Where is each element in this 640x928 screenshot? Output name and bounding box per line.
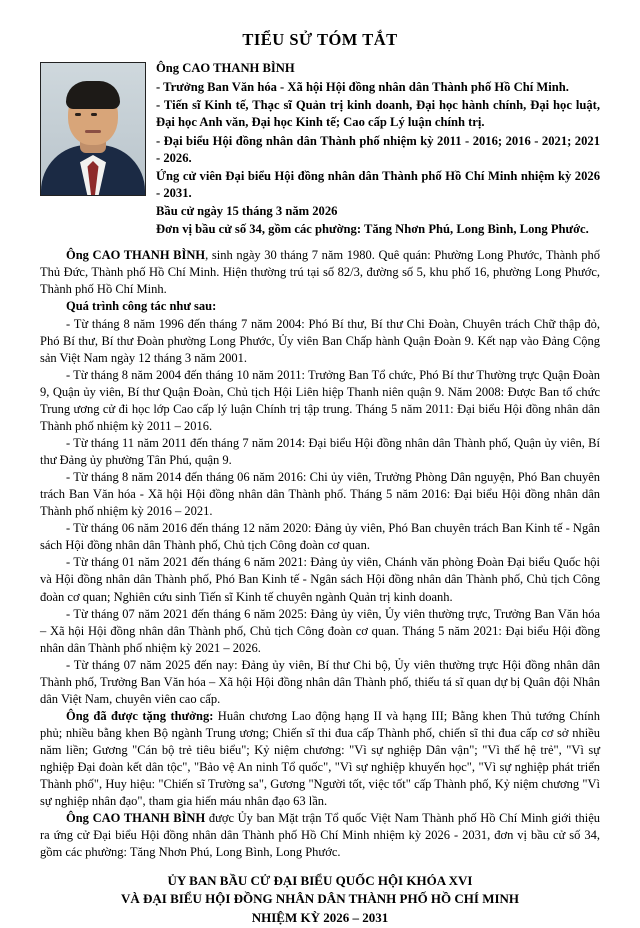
- candidate-portrait: [40, 62, 146, 196]
- biography-body: [40, 247, 600, 861]
- paragraph-text: - Từ tháng 8 năm 1996 đến tháng 7 năm 2004: Phó Bí thư, Bí thư Chi Đoàn, Chuyên trách Chữ thập đỏ, Phó Bí thư, Bí thư Đoàn phường Long Phước, Ủy viên Ban Chấp hành Quận Đoàn 9. Kết nạp vào Đảng Cộng sản Việt Nam ngày 12 tháng 3 năm 2001.: [40, 317, 600, 365]
- paragraph-text: , sinh ngày 30 tháng 7 năm 1980. Quê quán: Phường Long Phước, Thành phố Thủ Đức, Thành phố Hồ Chí Minh. Hiện thường trú tại số 82/3, đường số 5, khu phố 16, phường Long Phước, Thành phố Hồ Chí Minh.: [40, 248, 600, 296]
- paragraph-career-2014: [40, 469, 600, 520]
- paragraph-career-2021b: [40, 606, 600, 657]
- header-line-candidacy: Ứng cử viên Đại biểu Hội đồng nhân dân Thành phố Hồ Chí Minh nhiệm kỳ 2026 - 2031.: [156, 168, 600, 202]
- paragraph-career-2004: [40, 367, 600, 435]
- candidate-name: Ông CAO THANH BÌNH: [156, 60, 600, 77]
- paragraph-birth: [40, 247, 600, 298]
- paragraph-career-2016: [40, 520, 600, 554]
- header-block: [40, 60, 600, 239]
- header-line-education: - Tiến sĩ Kinh tế, Thạc sĩ Quản trị kinh doanh, Đại học hành chính, Đại học luật, Đại học Anh văn, Đại học Kinh tế; Cao cấp Lý luận chính trị.: [156, 97, 600, 131]
- portrait-eye-right: [91, 113, 97, 116]
- paragraph-lead: Ông CAO THANH BÌNH: [66, 248, 205, 262]
- paragraph-awards: [40, 708, 600, 810]
- header-line-position: - Trưởng Ban Văn hóa - Xã hội Hội đồng nhân dân Thành phố Hồ Chí Minh.: [156, 79, 600, 96]
- portrait-mouth: [85, 130, 101, 133]
- paragraph-lead: Ông CAO THANH BÌNH: [66, 811, 205, 825]
- paragraph-text: Huân chương Lao động hạng II và hạng III; Bằng khen Thủ tướng Chính phủ; nhiều bằng khen Bộ ngành Trung ương; Chiến sĩ thi đua cấp Thành phố, chiến sĩ thi đua cấp cơ sở nhiều năm liền; Gương "Cán bộ trẻ tiêu biểu"; Kỷ niệm chương: "Vì sự nghiệp Dân vận"; "Vì thế hệ trẻ", "Vì sự nghiệp Đại đoàn kết dân tộc", "Bảo vệ An ninh Tổ quốc", "Vì sự nghiệp khuyến học", "Vì sự nghiệp phát triển Thành phố", Huy hiệu: "Chiến sĩ Trường sa", Gương "Người tốt, việc tốt" cấp Thành phố, Kỷ niệm chương "Vì sự nghiệp nhân đạo", tham gia hiến máu nhân đạo 63 lần.: [40, 709, 600, 808]
- paragraph-career-heading: [40, 298, 600, 315]
- paragraph-text: - Từ tháng 01 năm 2021 đến tháng 6 năm 2021: Đảng ủy viên, Chánh văn phòng Đoàn Đại biểu Quốc hội và Hội đồng nhân dân Thành phố, Phó Ban Kinh tế - Ngân sách Hội đồng nhân dân Thành phố, Chủ tịch Công đoàn cơ quan; Nghiên cứu sinh Tiến sĩ Kinh tế chuyên ngành Quản trị kinh doanh.: [40, 555, 600, 603]
- document-footer: [40, 872, 600, 928]
- paragraph-text: - Từ tháng 06 năm 2016 đến tháng 12 năm 2020: Đảng ủy viên, Phó Ban chuyên trách Ban Kinh tế - Ngân sách Hội đồng nhân dân Thành phố, Chủ tịch Công đoàn cơ quan.: [40, 521, 600, 552]
- photo-wrapper: [40, 60, 144, 196]
- paragraph-career-1996: [40, 316, 600, 367]
- paragraph-text: - Từ tháng 11 năm 2011 đến tháng 7 năm 2014: Đại biểu Hội đồng nhân dân Thành phố, Quận ủy viên, Bí thư Đảng ủy phường Tân Phú, quận 9.: [40, 436, 600, 467]
- paragraph-career-2011: [40, 435, 600, 469]
- portrait-hair: [66, 81, 120, 109]
- footer-line-3: NHIỆM KỲ 2026 – 2031: [40, 909, 600, 928]
- header-text: [156, 60, 600, 239]
- footer-line-2: VÀ ĐẠI BIỂU HỘI ĐỒNG NHÂN DÂN THÀNH PHỐ HỒ CHÍ MINH: [40, 890, 600, 909]
- paragraph-lead: Quá trình công tác như sau:: [66, 299, 216, 313]
- paragraph-text: - Từ tháng 8 năm 2014 đến tháng 06 năm 2016: Chi ủy viên, Trưởng Phòng Dân nguyện, Phó Ban chuyên trách Ban Văn hóa - Xã hội Hội đồng nhân dân Thành phố. Tháng 5 năm 2016: Đại biểu Hội đồng nhân dân Thành phố nhiệm kỳ 2016 – 2021.: [40, 470, 600, 518]
- page-title: TIỂU SỬ TÓM TẮT: [40, 30, 600, 50]
- paragraph-text: - Từ tháng 07 năm 2025 đến nay: Đảng ủy viên, Bí thư Chi bộ, Ủy viên thường trực Hội đồng nhân dân Thành phố, Trưởng Ban Văn hóa – Xã hội Hội đồng nhân dân Thành phố, thiếu tá sĩ quan dự bị Quân đội Nhân dân Việt Nam, chuyên viên cao cấp.: [40, 658, 600, 706]
- paragraph-text: được Ủy ban Mặt trận Tổ quốc Việt Nam Thành phố Hồ Chí Minh giới thiệu ra ứng cử Đại biểu Hội đồng nhân dân Thành phố Hồ Chí Minh nhiệm kỳ 2026 - 2031, đơn vị bầu cử số 34, gồm các phường: Tăng Nhơn Phú, Long Bình, Long Phước.: [40, 811, 600, 859]
- paragraph-text: - Từ tháng 8 năm 2004 đến tháng 10 năm 2011: Trưởng Ban Tổ chức, Phó Bí thư Thường trực Quận Đoàn 9, Quận ủy viên, Bí thư Quận Đoàn, Chủ tịch Hội Liên hiệp Thanh niên quận 9. Năm 2008: Được Ban tổ chức Trung ương cử đi học lớp Cao cấp lý luận Chính trị tập trung. Tháng 5 năm 2011: Đại biểu Hội đồng nhân dân Thành phố nhiệm kỳ 2011 – 2016.: [40, 368, 600, 433]
- paragraph-lead: Ông đã được tặng thưởng:: [66, 709, 213, 723]
- portrait-eye-left: [75, 113, 81, 116]
- header-line-constituency: Đơn vị bầu cử số 34, gồm các phường: Tăng Nhơn Phú, Long Bình, Long Phước.: [156, 221, 600, 238]
- paragraph-nomination: [40, 810, 600, 861]
- paragraph-career-2025: [40, 657, 600, 708]
- paragraph-text: - Từ tháng 07 năm 2021 đến tháng 6 năm 2025: Đảng ủy viên, Ủy viên thường trực, Trưởng Ban Văn hóa – Xã hội Hội đồng nhân dân Thành phố, Chủ tịch Công đoàn cơ quan. Tháng 5 năm 2021: Đại biểu Hội đồng nhân dân Thành phố nhiệm kỳ 2021 – 2026.: [40, 607, 600, 655]
- header-line-election-date: Bầu cử ngày 15 tháng 3 năm 2026: [156, 203, 600, 220]
- header-line-terms: - Đại biểu Hội đồng nhân dân Thành phố nhiệm kỳ 2011 - 2016; 2016 - 2021; 2021 - 2026.: [156, 133, 600, 167]
- footer-line-1: ỦY BAN BẦU CỬ ĐẠI BIỂU QUỐC HỘI KHÓA XVI: [40, 872, 600, 891]
- paragraph-career-2021a: [40, 554, 600, 605]
